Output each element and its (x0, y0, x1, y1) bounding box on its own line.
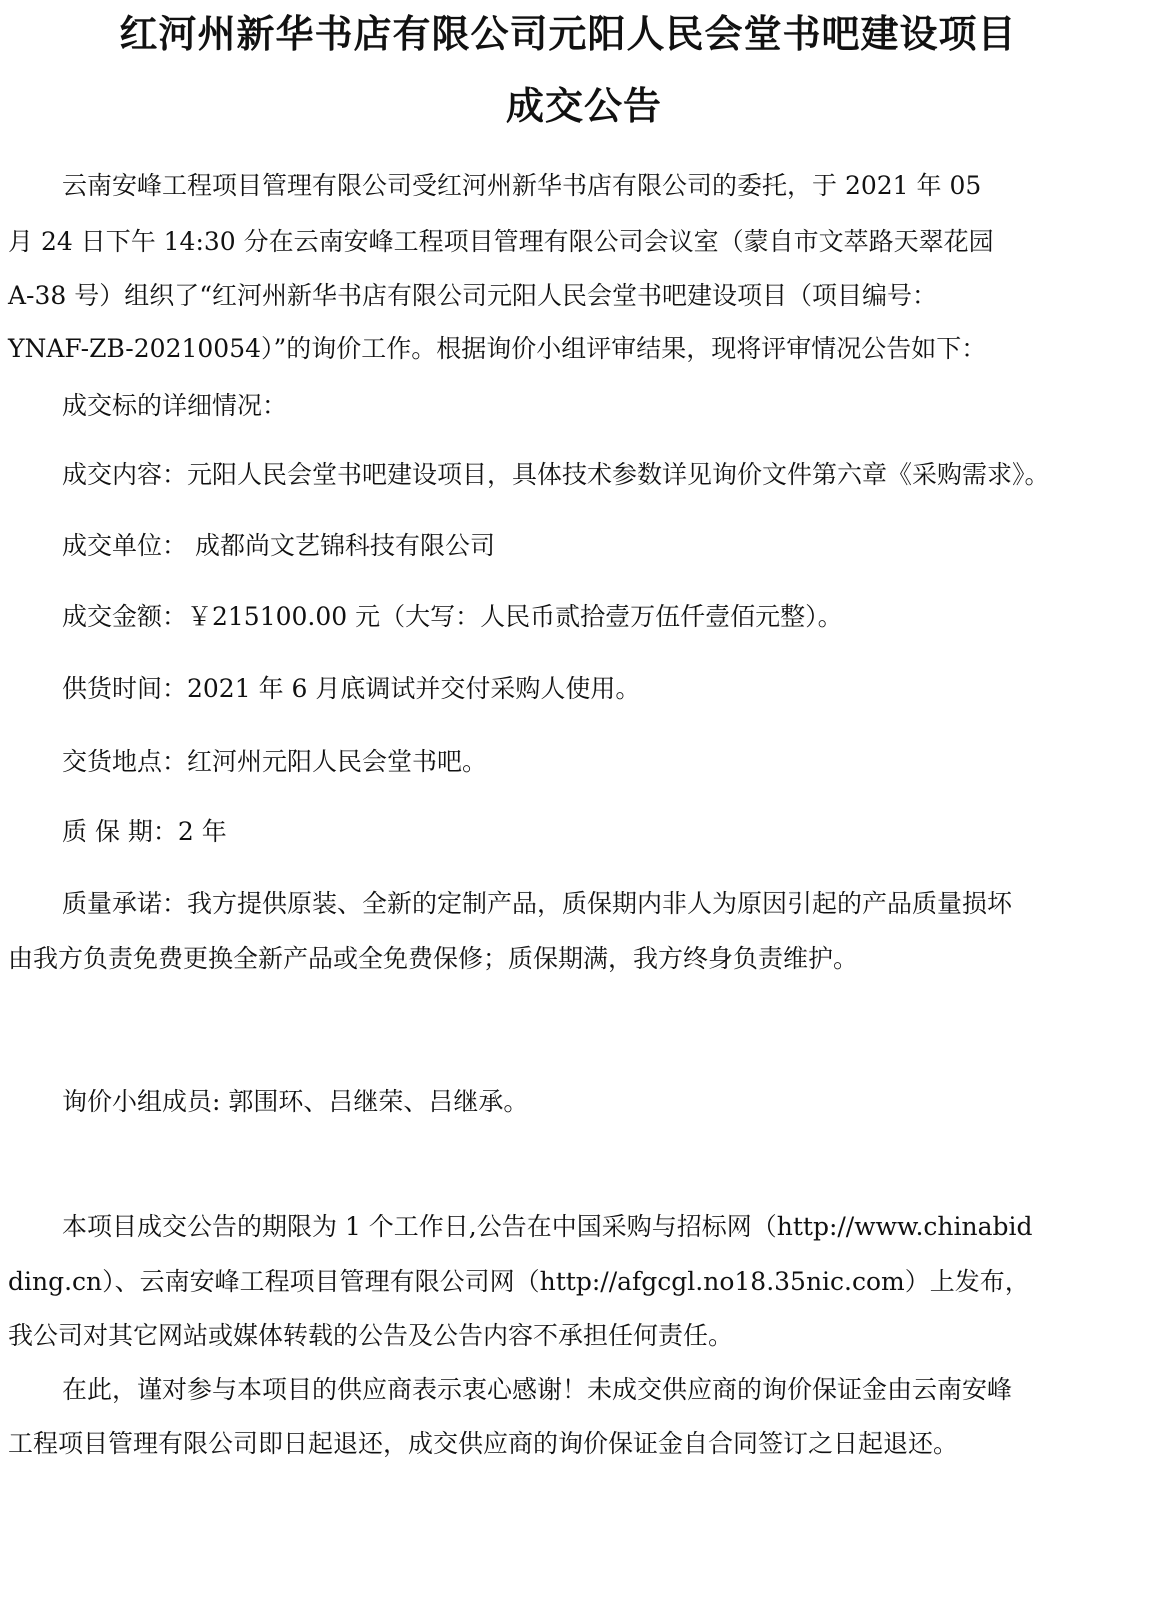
intro-line-3: A-38 号）组织了“红河州新华书店有限公司元阳人民会堂书吧建设项目（项目编号： (8, 281, 938, 310)
award-amount: 成交金额：￥215100.00 元（大写：人民币贰拾壹万伍仟壹佰元整）。 (62, 602, 843, 631)
page-subtitle: 成交公告 (505, 84, 662, 128)
notice-line-2: ding.cn）、云南安峰工程项目管理有限公司网（http://afgcgl.no18.35nic.com）上发布， (8, 1267, 1030, 1296)
intro-line-2: 月 24 日下午 14:30 分在云南安峰工程项目管理有限公司会议室（蒙自市文萃路天翠花园 (8, 227, 994, 256)
quality-commitment-line-1: 质量承诺：我方提供原装、全新的定制产品，质保期内非人为原因引起的产品质量损坏 (62, 889, 1013, 918)
award-unit: 成交单位： 成都尚文艺锦科技有限公司 (62, 531, 495, 560)
page-title: 红河州新华书店有限公司元阳人民会堂书吧建设项目 (119, 12, 1017, 56)
intro-line-1: 云南安峰工程项目管理有限公司受红河州新华书店有限公司的委托，于 2021 年 05 (62, 171, 982, 200)
delivery-time: 供货时间：2021 年 6 月底调试并交付采购人使用。 (62, 674, 641, 703)
quality-commitment-line-2: 由我方负责免费更换全新产品或全免费保修；质保期满，我方终身负责维护。 (8, 944, 859, 973)
warranty-period: 质 保 期：2 年 (62, 817, 227, 846)
intro-line-4: YNAF-ZB-20210054）”的询价工作。根据询价小组评审结果，现将评审情况公告如下： (8, 334, 987, 363)
thanks-line-2: 工程项目管理有限公司即日起退还，成交供应商的询价保证金自合同签订之日起退还。 (8, 1429, 959, 1458)
details-heading: 成交标的详细情况： (62, 391, 288, 420)
notice-line-3: 我公司对其它网站或媒体转载的公告及公告内容不承担任何责任。 (8, 1321, 734, 1350)
thanks-line-1: 在此，谨对参与本项目的供应商表示衷心感谢！未成交供应商的询价保证金由云南安峰 (62, 1375, 1013, 1404)
delivery-place: 交货地点：红河州元阳人民会堂书吧。 (62, 747, 488, 776)
panel-members: 询价小组成员: 郭围环、吕继荣、吕继承。 (62, 1087, 529, 1116)
notice-line-1: 本项目成交公告的期限为 1 个工作日,公告在中国采购与招标网（http://www.chinabid (62, 1212, 1033, 1241)
award-content: 成交内容：元阳人民会堂书吧建设项目，具体技术参数详见询价文件第六章《采购需求》。 (62, 460, 1050, 489)
